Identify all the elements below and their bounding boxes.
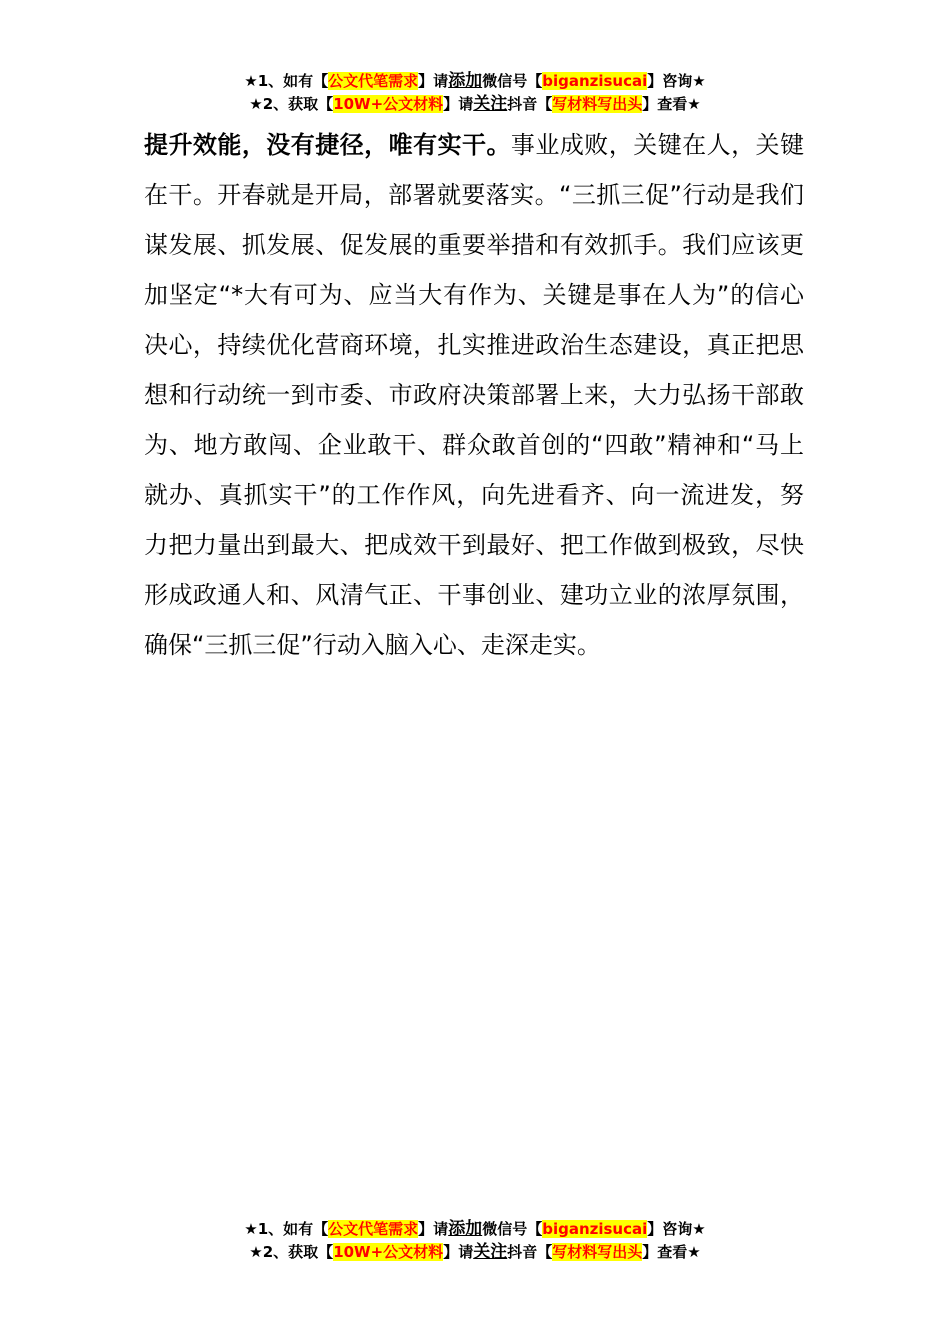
document-body [144, 120, 804, 670]
follow-emphasis: 关注 [473, 94, 508, 114]
footer-promo-banner [0, 1218, 950, 1264]
header-promo-banner [0, 70, 950, 116]
promo-line-1: ★1、如有【公文代笔需求】请添加微信号【biganzisucai】咨询★ [244, 1219, 706, 1239]
materials-highlight: 10W+公文材料 [333, 1243, 444, 1261]
add-emphasis: 添加 [448, 1219, 483, 1239]
service-highlight: 公文代笔需求 [328, 72, 419, 90]
paragraph-text: 事业成败，关键在人，关键在干。开春就是开局，部署就要落实。“三抓三促”行动是我们谋发展、抓发展、促发展的重要举措和有效抓手。我们应该更加坚定“*大有可为、应当大有作为、关键是事在人为”的信心决心，持续优化营商环境，扎实推进政治生态建设，真正把思想和行动统一到市委、市政府决策部署上来，大力弘扬干部敢为、地方敢闯、企业敢干、群众敢首创的“四敢”精神和“马上就办、真抓实干”的工作作风，向先进看齐、向一流进发，努力把力量出到最大、把成效干到最好、把工作做到极致，尽快形成政通人和、风清气正、干事创业、建功立业的浓厚氛围，确保“三抓三促”行动入脑入心、走深走实。 [144, 131, 804, 659]
materials-highlight: 10W+公文材料 [333, 95, 444, 113]
wechat-id: biganzisucai [542, 72, 648, 90]
lead-sentence: 提升效能，没有捷径，唯有实干。 [144, 131, 511, 159]
promo-line-2: ★2、获取【10W+公文材料】请关注抖音【写材料写出头】查看★ [249, 94, 701, 114]
promo-line-2: ★2、获取【10W+公文材料】请关注抖音【写材料写出头】查看★ [249, 1242, 701, 1262]
service-highlight: 公文代笔需求 [328, 1220, 419, 1238]
add-emphasis: 添加 [448, 71, 483, 91]
follow-emphasis: 关注 [473, 1242, 508, 1262]
promo-line-1: ★1、如有【公文代笔需求】请添加微信号【biganzisucai】咨询★ [244, 71, 706, 91]
douyin-id: 写材料写出头 [552, 95, 643, 113]
body-paragraph [144, 120, 804, 670]
douyin-id: 写材料写出头 [552, 1243, 643, 1261]
wechat-id: biganzisucai [542, 1220, 648, 1238]
